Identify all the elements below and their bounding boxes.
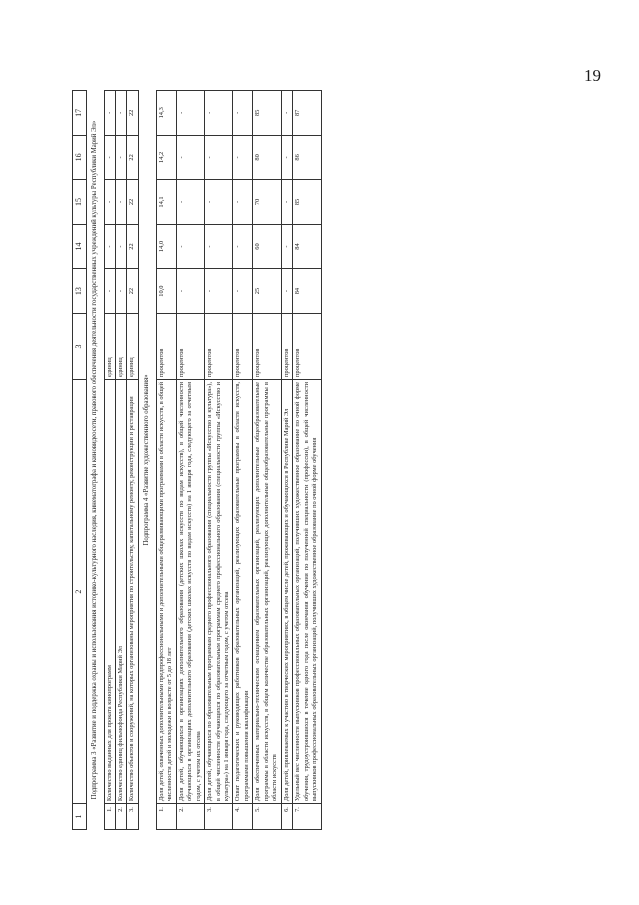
value-cell: 80 [253,135,281,180]
value-cell: - [176,269,204,314]
value-cell: 84 [293,224,321,269]
value-cell: - [176,180,204,225]
unit-cell: единиц [104,313,115,379]
column-header: 2 [73,380,87,804]
table-row [293,91,321,830]
value-cell: - [281,224,292,269]
value-cell: 14,0 [156,224,176,269]
value-cell: - [176,224,204,269]
value-cell: - [115,91,126,136]
value-cell: - [233,135,253,180]
subprogram-title: Подпрограмма 3 «Развитие и поддержка охраны и использования историко-культурного наследия, кинематографа и киновидеосети, правового обеспечения деятельности государственных учреждений культуры Республики Марий Эл» [90,120,98,800]
unit-cell: процентов [205,313,233,379]
rotated-table-wrapper [72,90,562,830]
value-cell: 22 [127,269,138,314]
value-cell: 25 [253,269,281,314]
indicator-name: Охват педагогических и руководящих работников образовательных организаций, реализующих образовательные программы в области искусств, программами повышения квалификации [233,380,253,804]
table-row [127,91,138,830]
value-cell: - [281,180,292,225]
value-cell: - [205,180,233,225]
column-header: 16 [73,135,87,180]
value-cell: - [281,269,292,314]
table-row [281,91,292,830]
value-cell: 22 [127,135,138,180]
indicator-name: Доля детей, обучающихся в организациях дополнительного образования (детских школах искусств по видам искусств), в общей численности обучающихся в организациях дополнительного образования (детских школах искусств по видам искусств) на 1 января года, следующего за отчетным годом, с учетом их отсева [176,380,204,804]
table-row [176,91,204,830]
unit-cell: процентов [281,313,292,379]
table-row [233,91,253,830]
row-number: 5. [253,804,281,830]
value-cell: 22 [127,91,138,136]
indicator-name: Удельный вес численности выпускников профессиональных образовательных организаций, получивших художественное образование по очной форме обучения, трудоустроившихся в течение одного года после окончания обучения по полученной специальности (профессии), в общей численности выпускников профессиональных образовательных организаций, получивших художественное образование по очной форме обучения [293,380,321,804]
value-cell: - [115,135,126,180]
value-cell: - [104,135,115,180]
value-cell: 14,1 [156,180,176,225]
row-number: 3. [205,804,233,830]
table-row [115,91,126,830]
value-cell: - [115,269,126,314]
unit-cell: процентов [253,313,281,379]
value-cell: 84 [293,269,321,314]
column-number-row [73,91,87,830]
value-cell: - [281,135,292,180]
table-row [205,91,233,830]
column-header: 14 [73,224,87,269]
row-number: 1. [104,804,115,830]
value-cell: - [205,135,233,180]
unit-cell: единиц [115,313,126,379]
indicators-table [72,90,322,830]
value-cell: - [233,91,253,136]
value-cell: 14,2 [156,135,176,180]
column-header: 17 [73,91,87,136]
unit-cell: процентов [156,313,176,379]
subprogram-title-row [138,91,156,830]
unit-cell: единиц [127,313,138,379]
value-cell: - [104,180,115,225]
indicator-name: Доля детей, привлекаемых к участию в творческих мероприятиях, в общем числе детей, проживающих и обучающихся в Республике Марий Эл [281,380,292,804]
value-cell: - [104,224,115,269]
row-number: 1. [156,804,176,830]
unit-cell: процентов [233,313,253,379]
subprogram-title-row [86,91,104,830]
value-cell: 86 [293,135,321,180]
value-cell: 22 [127,180,138,225]
indicator-name: Доля детей, охваченных дополнительными предпрофессиональными и дополнительными общеразвивающими программами в области искусств, в общей численности детей и молодежи в возрасте от 5 до 18 лет [156,380,176,804]
value-cell: - [205,91,233,136]
value-cell: 14,3 [156,91,176,136]
table-row [104,91,115,830]
row-number: 2. [176,804,204,830]
row-number: 4. [233,804,253,830]
value-cell: - [104,91,115,136]
indicator-name: Доля обеспеченных материально-техническим оснащением образовательных организаций, реализующих дополнительные общеобразовательные программы в области искусств, в общем количестве образовательных организаций, реализующих дополнительные общеобразовательные программы в области искусств [253,380,281,804]
value-cell: 22 [127,224,138,269]
value-cell: - [205,269,233,314]
value-cell: 70 [253,180,281,225]
unit-cell: процентов [293,313,321,379]
value-cell: - [115,180,126,225]
subprogram-title: Подпрограмма 4 «Развитие художественного образования» [142,374,150,546]
indicator-name: Количество выданных для проката кинопрограмм [104,380,115,804]
column-header: 13 [73,269,87,314]
column-header: 1 [73,804,87,830]
row-number: 6. [281,804,292,830]
value-cell: - [176,135,204,180]
indicator-name: Количество объектов и сооружений, на которых организованы мероприятия по строительству, капитальному ремонту, реконструкции и реставрации [127,380,138,804]
value-cell: 85 [253,91,281,136]
value-cell: 87 [293,91,321,136]
row-number: 2. [115,804,126,830]
row-number: 3. [127,804,138,830]
value-cell: 85 [293,180,321,225]
value-cell: - [205,224,233,269]
value-cell: 10,0 [156,269,176,314]
indicator-name: Количество единиц фильмофонда Республики Марий Эл [115,380,126,804]
value-cell: - [176,91,204,136]
page-number: 19 [584,66,601,85]
row-number: 7. [293,804,321,830]
unit-cell: процентов [176,313,204,379]
value-cell: - [233,224,253,269]
column-header: 15 [73,180,87,225]
column-header: 3 [73,313,87,379]
indicator-name: Доля детей, обучающихся по образовательным программам среднего профессионального образования (специальности группы «Искусство и культура»), в общей численности обучающихся по образовательным программам среднего профессионального образования (специальности группы «Искусство и культура») на 1 января года, следующего за отчетным годом, с учетом отсева [205,380,233,804]
value-cell: - [233,180,253,225]
value-cell: - [281,91,292,136]
value-cell: - [115,224,126,269]
table-row [253,91,281,830]
value-cell: - [104,269,115,314]
table-row [156,91,176,830]
value-cell: - [233,269,253,314]
value-cell: 60 [253,224,281,269]
